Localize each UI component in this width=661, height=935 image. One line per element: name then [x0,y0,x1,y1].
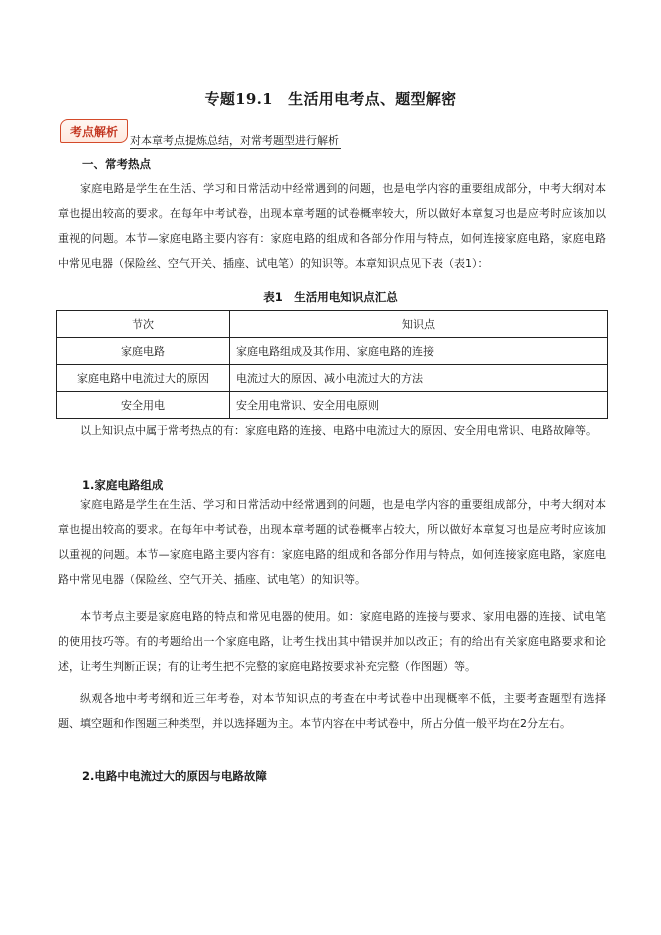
table-header-cell: 节次 [57,311,230,338]
table-header-cell: 知识点 [230,311,608,338]
table-header-row [57,311,608,338]
table-cell: 家庭电路中电流过大的原因 [57,365,230,392]
table-row [57,338,608,365]
intro-paragraph: 家庭电路是学生在生活、学习和日常活动中经常遇到的问题，也是电学内容的重要组成部分，中考大纲对本章也提出较高的要求。在每年中考试卷，出现本章考题的试卷概率较大，所以做好本章复习也是应考时应该加以重视的问题。本节—家庭电路主要内容有：家庭电路的组成和各部分作用与特点，如何连接家庭电路，家庭电路中常见电器（保险丝、空气开关、插座、试电笔）的知识等。本章知识点见下表（表1）： [58,182,606,270]
hot-points-paragraph: 以上知识点中属于常考热点的有：家庭电路的连接、电路中电流过大的原因、安全用电常识、电路故障等。 [80,424,597,437]
body-paragraph: 家庭电路是学生在生活、学习和日常活动中经常遇到的问题，也是电学内容的重要组成部分，中考大纲对本章也提出较高的要求。在每年中考试卷，出现本章考题的试卷概率占较大，所以做好本章复习也是应考时应该加以重视的问题。本节—家庭电路主要内容有：家庭电路的组成和各部分作用与特点，如何连接家庭电路，家庭电路中常见电器（保险丝、空气开关、插座、试电笔）的知识等。 [58,498,606,586]
table-cell: 安全用电 [57,392,230,419]
body-paragraph: 纵观各地中考考纲和近三年考卷，对本节知识点的考查在中考试卷中出现概率不低，主要考查题型有选择题、填空题和作图题三种类型，并以选择题为主。本节内容在中考试卷中，所占分值一般平均在2分左右。 [58,692,606,730]
table-cell: 家庭电路组成及其作用、家庭电路的连接 [230,338,608,365]
table-caption: 表1 生活用电知识点汇总 [263,290,398,304]
table-row [57,365,608,392]
table-cell: 家庭电路 [57,338,230,365]
table-cell: 安全用电常识、安全用电原则 [230,392,608,419]
subsection-heading-2: 2.电路中电流过大的原因与电路故障 [82,769,267,783]
knowledge-table [56,310,608,419]
kaodian-badge: 考点解析 [60,119,128,143]
subsection-heading-1: 1.家庭电路组成 [82,478,164,492]
page-title: 专题19.1 生活用电考点、题型解密 [204,90,457,108]
table-row [57,392,608,419]
body-paragraph: 本节考点主要是家庭电路的特点和常见电器的使用。如：家庭电路的连接与要求、家用电器的连接、试电笔的使用技巧等。有的考题给出一个家庭电路，让考生找出其中错误并加以改正；有的给出有关家庭电路要求和论述，让考生判断正误；有的让考生把不完整的家庭电路按要求补充完整（作图题）等。 [58,610,606,673]
table-cell: 电流过大的原因、减小电流过大的方法 [230,365,608,392]
badge-description: 对本章考点提炼总结，对常考题型进行解析 [130,134,339,147]
section-heading-hot-points: 一、常考热点 [82,157,151,171]
